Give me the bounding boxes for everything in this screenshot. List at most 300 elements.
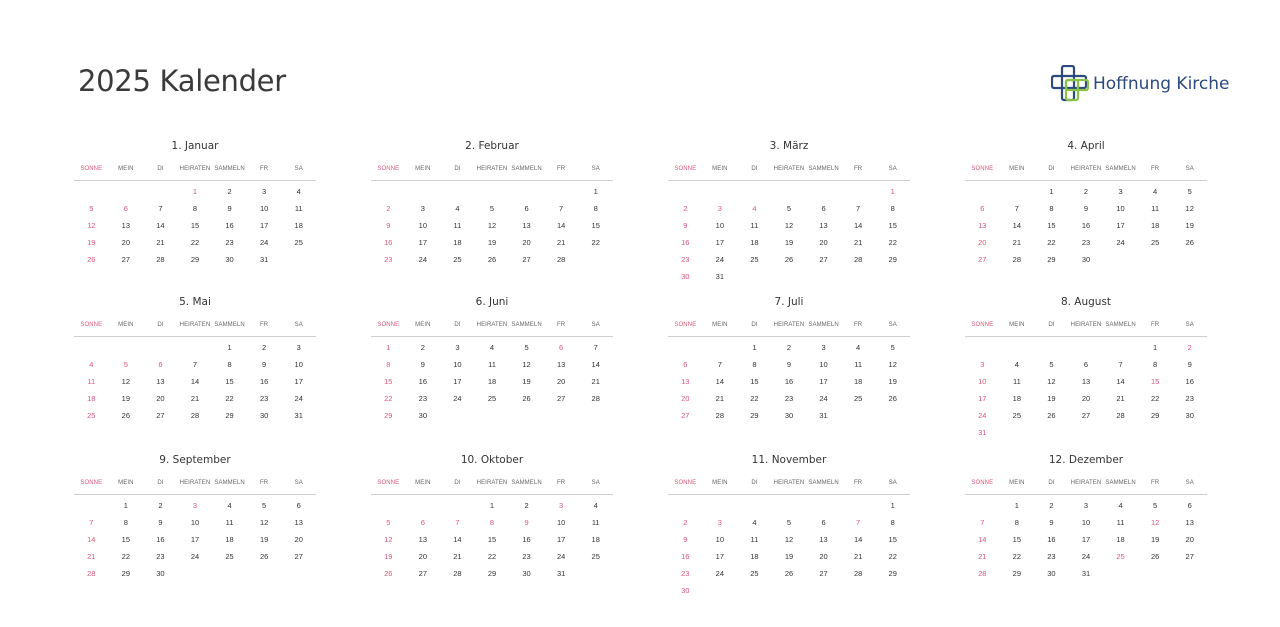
day-cell: 22 bbox=[384, 394, 393, 403]
day-cell: 16 bbox=[784, 377, 794, 386]
day-cell: 17 bbox=[190, 535, 200, 544]
day-cell: 16 bbox=[522, 535, 531, 544]
weekday-header bbox=[668, 318, 910, 337]
day-cell: 13 bbox=[294, 518, 303, 527]
day-cell: 4 bbox=[1014, 360, 1019, 369]
day-cell: 13 bbox=[819, 535, 828, 544]
weekday-header bbox=[965, 162, 1207, 181]
day-cell: 20 bbox=[819, 552, 828, 561]
day-cell: 11 bbox=[453, 221, 462, 230]
day-cell: 19 bbox=[121, 394, 131, 403]
day-cell: 15 bbox=[1012, 535, 1022, 544]
day-cell: 30 bbox=[522, 569, 531, 578]
day-cell: 14 bbox=[591, 360, 600, 369]
day-cell: 18 bbox=[294, 221, 303, 230]
day-cell: 11 bbox=[854, 360, 863, 369]
day-grid bbox=[965, 339, 1207, 441]
day-cell: 13 bbox=[681, 377, 690, 386]
day-cell: 22 bbox=[121, 552, 131, 561]
day-cell: 31 bbox=[259, 255, 269, 264]
day-cell: 17 bbox=[294, 377, 303, 386]
day-cell: 20 bbox=[681, 394, 690, 403]
weekday-label: SA bbox=[294, 480, 303, 486]
day-cell: 10 bbox=[294, 360, 303, 369]
day-cell: 9 bbox=[262, 360, 267, 369]
day-cell: 2 bbox=[683, 204, 688, 213]
day-cell: 23 bbox=[1081, 238, 1091, 247]
day-grid bbox=[965, 497, 1207, 582]
day-cell: 3 bbox=[1083, 501, 1089, 510]
day-cell: 22 bbox=[1047, 238, 1056, 247]
day-cell: 12 bbox=[121, 377, 131, 386]
month-may bbox=[74, 295, 316, 424]
month-title: 5. Mai bbox=[179, 296, 211, 308]
day-cell: 5 bbox=[489, 204, 495, 213]
weekday-label: MEIN bbox=[118, 480, 134, 486]
weekday-label: SONNE bbox=[674, 480, 697, 486]
day-cell: 9 bbox=[158, 518, 163, 527]
day-cell: 22 bbox=[225, 394, 234, 403]
day-cell: 16 bbox=[1185, 377, 1194, 386]
day-cell: 24 bbox=[978, 411, 987, 420]
weekday-label: DI bbox=[157, 480, 164, 486]
weekday-label: DI bbox=[751, 166, 758, 172]
day-cell: 5 bbox=[123, 360, 128, 369]
weekday-label: SAMMELN bbox=[511, 166, 542, 172]
day-cell: 6 bbox=[821, 204, 826, 213]
day-cell: 25 bbox=[750, 255, 759, 264]
day-cell: 8 bbox=[1014, 518, 1019, 527]
weekday-label: FR bbox=[1151, 322, 1160, 328]
day-cell: 28 bbox=[87, 569, 96, 578]
day-cell: 15 bbox=[888, 535, 897, 544]
page-title: 2025 Kalender bbox=[78, 64, 286, 98]
day-cell: 7 bbox=[856, 204, 861, 213]
weekday-label: HEIRATEN bbox=[773, 166, 805, 172]
day-cell: 11 bbox=[750, 535, 759, 544]
day-cell: 13 bbox=[121, 221, 131, 230]
weekday-label: HEIRATEN bbox=[1070, 480, 1102, 486]
weekday-label: DI bbox=[157, 166, 164, 172]
weekday-label: SA bbox=[888, 166, 897, 172]
day-cell: 6 bbox=[420, 518, 425, 527]
month-april bbox=[965, 139, 1207, 268]
day-cell: 25 bbox=[1116, 552, 1125, 561]
day-cell: 23 bbox=[522, 552, 531, 561]
day-cell: 14 bbox=[87, 535, 96, 544]
day-cell: 23 bbox=[225, 238, 234, 247]
day-cell: 14 bbox=[1116, 377, 1125, 386]
weekday-label: MEIN bbox=[415, 480, 431, 486]
day-cell: 21 bbox=[156, 238, 165, 247]
day-cell: 3 bbox=[262, 187, 267, 196]
weekday-label: FR bbox=[557, 322, 566, 328]
day-cell: 9 bbox=[227, 204, 232, 213]
day-cell: 30 bbox=[784, 411, 794, 420]
day-cell: 12 bbox=[888, 360, 897, 369]
day-cell: 6 bbox=[123, 204, 128, 213]
day-cell: 4 bbox=[455, 204, 460, 213]
weekday-label: MEIN bbox=[712, 480, 728, 486]
weekday-label: DI bbox=[751, 322, 758, 328]
day-cell: 7 bbox=[1118, 360, 1123, 369]
day-cell: 26 bbox=[1150, 552, 1160, 561]
day-cell: 21 bbox=[853, 238, 863, 247]
day-cell: 7 bbox=[559, 204, 564, 213]
day-cell: 17 bbox=[556, 535, 566, 544]
month-title: 12. Dezember bbox=[1048, 454, 1124, 466]
day-cell: 24 bbox=[819, 394, 828, 403]
day-cell: 31 bbox=[294, 411, 303, 420]
day-cell: 25 bbox=[87, 411, 96, 420]
day-cell: 27 bbox=[121, 255, 131, 264]
day-cell: 18 bbox=[225, 535, 234, 544]
day-cell: 31 bbox=[1081, 569, 1091, 578]
day-cell: 26 bbox=[784, 569, 794, 578]
weekday-label: MEIN bbox=[1009, 322, 1025, 328]
day-cell: 15 bbox=[750, 377, 759, 386]
day-cell: 6 bbox=[1187, 501, 1192, 510]
weekday-label: MEIN bbox=[1009, 166, 1025, 172]
weekday-label: FR bbox=[854, 480, 863, 486]
day-cell: 4 bbox=[296, 187, 301, 196]
weekday-header bbox=[668, 476, 910, 495]
weekday-label: MEIN bbox=[712, 166, 728, 172]
month-title: 3. März bbox=[769, 140, 809, 152]
weekday-label: FR bbox=[854, 322, 863, 328]
day-cell: 16 bbox=[259, 377, 269, 386]
day-cell: 11 bbox=[1012, 377, 1021, 386]
day-cell: 24 bbox=[1116, 238, 1125, 247]
day-cell: 8 bbox=[386, 360, 391, 369]
weekday-label: SAMMELN bbox=[214, 166, 245, 172]
church-logo bbox=[1051, 64, 1229, 104]
weekday-label: SA bbox=[591, 322, 600, 328]
day-cell: 20 bbox=[156, 394, 165, 403]
day-cell: 29 bbox=[121, 569, 131, 578]
day-cell: 29 bbox=[888, 569, 897, 578]
day-cell: 11 bbox=[488, 360, 496, 369]
day-cell: 25 bbox=[750, 569, 759, 578]
weekday-label: SAMMELN bbox=[808, 322, 839, 328]
month-august bbox=[965, 295, 1207, 441]
day-cell: 9 bbox=[1187, 360, 1192, 369]
day-cell: 22 bbox=[888, 238, 897, 247]
weekday-label: SONNE bbox=[377, 322, 400, 328]
day-cell: 4 bbox=[752, 518, 757, 527]
weekday-label: HEIRATEN bbox=[179, 166, 211, 172]
day-cell: 28 bbox=[853, 255, 863, 264]
day-cell: 23 bbox=[1047, 552, 1056, 561]
day-cell: 8 bbox=[890, 204, 895, 213]
day-cell: 17 bbox=[453, 377, 462, 386]
day-cell: 26 bbox=[487, 255, 497, 264]
day-cell: 10 bbox=[715, 221, 725, 230]
day-cell: 20 bbox=[294, 535, 303, 544]
day-cell: 4 bbox=[752, 204, 757, 213]
weekday-label: DI bbox=[454, 166, 461, 172]
day-cell: 8 bbox=[890, 518, 895, 527]
day-cell: 18 bbox=[87, 394, 96, 403]
weekday-label: SA bbox=[1185, 480, 1194, 486]
weekday-label: FR bbox=[260, 322, 269, 328]
day-cell: 9 bbox=[524, 518, 529, 527]
day-cell: 2 bbox=[227, 187, 232, 196]
day-cell: 24 bbox=[556, 552, 566, 561]
day-cell: 24 bbox=[453, 394, 462, 403]
month-december bbox=[965, 453, 1207, 582]
day-cell: 8 bbox=[593, 204, 598, 213]
day-cell: 13 bbox=[978, 221, 987, 230]
day-cell: 3 bbox=[420, 204, 425, 213]
day-cell: 10 bbox=[1116, 204, 1125, 213]
weekday-label: MEIN bbox=[712, 322, 728, 328]
day-cell: 1 bbox=[593, 187, 598, 196]
weekday-label: SA bbox=[1185, 322, 1194, 328]
weekday-label: DI bbox=[157, 322, 164, 328]
day-cell: 8 bbox=[752, 360, 757, 369]
day-cell: 2 bbox=[262, 343, 267, 352]
day-cell: 21 bbox=[853, 552, 863, 561]
day-cell: 16 bbox=[1047, 535, 1056, 544]
day-cell: 15 bbox=[888, 221, 897, 230]
day-cell: 5 bbox=[386, 518, 391, 527]
day-cell: 17 bbox=[819, 377, 828, 386]
month-july bbox=[668, 295, 910, 424]
month-title: 9. September bbox=[159, 454, 231, 466]
day-cell: 24 bbox=[190, 552, 200, 561]
logo-text: Hoffnung Kirche bbox=[1093, 74, 1230, 94]
day-cell: 8 bbox=[192, 204, 198, 213]
day-cell: 23 bbox=[784, 394, 794, 403]
weekday-label: MEIN bbox=[415, 322, 431, 328]
day-cell: 15 bbox=[384, 377, 393, 386]
day-cell: 10 bbox=[418, 221, 428, 230]
day-cell: 27 bbox=[294, 552, 303, 561]
day-cell: 7 bbox=[593, 343, 598, 352]
day-cell: 24 bbox=[715, 569, 725, 578]
weekday-label: SONNE bbox=[80, 480, 103, 486]
weekday-label: FR bbox=[1151, 480, 1160, 486]
day-cell: 29 bbox=[1150, 411, 1160, 420]
day-cell: 1 bbox=[1014, 501, 1019, 510]
day-cell: 9 bbox=[420, 360, 425, 369]
weekday-label: DI bbox=[1048, 322, 1055, 328]
day-cell: 23 bbox=[681, 255, 690, 264]
weekday-label: SAMMELN bbox=[1105, 322, 1136, 328]
weekday-label: SAMMELN bbox=[214, 322, 245, 328]
day-cell: 27 bbox=[418, 569, 428, 578]
day-cell: 1 bbox=[890, 501, 895, 510]
month-november bbox=[668, 453, 910, 599]
day-cell: 2 bbox=[786, 343, 792, 352]
day-cell: 5 bbox=[262, 501, 267, 510]
day-cell: 10 bbox=[190, 518, 200, 527]
day-cell: 9 bbox=[786, 360, 792, 369]
day-cell: 4 bbox=[1118, 501, 1123, 510]
weekday-header bbox=[668, 162, 910, 181]
day-cell: 29 bbox=[225, 411, 234, 420]
day-cell: 19 bbox=[888, 377, 897, 386]
day-cell: 25 bbox=[453, 255, 462, 264]
day-cell: 30 bbox=[1047, 569, 1056, 578]
day-cell: 14 bbox=[156, 221, 165, 230]
weekday-label: SA bbox=[888, 322, 897, 328]
day-cell: 15 bbox=[190, 221, 200, 230]
day-cell: 19 bbox=[487, 238, 497, 247]
day-cell: 23 bbox=[156, 552, 165, 561]
weekday-label: MEIN bbox=[118, 322, 134, 328]
weekday-label: SAMMELN bbox=[214, 480, 245, 486]
day-cell: 3 bbox=[455, 343, 460, 352]
day-cell: 9 bbox=[386, 221, 391, 230]
day-cell: 13 bbox=[418, 535, 428, 544]
day-cell: 29 bbox=[1012, 569, 1022, 578]
day-cell: 20 bbox=[556, 377, 566, 386]
day-cell: 30 bbox=[681, 272, 690, 281]
day-cell: 15 bbox=[1150, 377, 1160, 386]
day-cell: 15 bbox=[225, 377, 234, 386]
cross-logo-icon bbox=[1051, 65, 1089, 103]
day-cell: 19 bbox=[384, 552, 393, 561]
day-cell: 6 bbox=[980, 204, 985, 213]
day-cell: 10 bbox=[556, 518, 566, 527]
day-cell: 6 bbox=[559, 343, 564, 352]
weekday-label: FR bbox=[260, 480, 269, 486]
day-cell: 15 bbox=[487, 535, 497, 544]
day-cell: 3 bbox=[717, 518, 722, 527]
day-cell: 10 bbox=[1081, 518, 1091, 527]
weekday-label: MEIN bbox=[415, 166, 431, 172]
day-cell: 1 bbox=[1049, 187, 1054, 196]
month-september bbox=[74, 453, 316, 582]
day-cell: 19 bbox=[784, 238, 794, 247]
month-title: 10. Oktober bbox=[460, 454, 524, 466]
day-cell: 3 bbox=[1118, 187, 1123, 196]
day-cell: 18 bbox=[853, 377, 863, 386]
month-title: 2. Februar bbox=[465, 140, 519, 152]
day-cell: 4 bbox=[593, 501, 598, 510]
day-cell: 4 bbox=[89, 360, 94, 369]
weekday-label: HEIRATEN bbox=[1070, 166, 1102, 172]
weekday-label: SAMMELN bbox=[1105, 166, 1136, 172]
day-cell: 1 bbox=[386, 343, 391, 352]
day-cell: 23 bbox=[384, 255, 393, 264]
day-cell: 30 bbox=[1081, 255, 1091, 264]
day-cell: 21 bbox=[1116, 394, 1125, 403]
weekday-header bbox=[74, 162, 316, 181]
day-cell: 25 bbox=[1012, 411, 1022, 420]
day-cell: 27 bbox=[156, 411, 165, 420]
day-cell: 10 bbox=[259, 204, 269, 213]
day-grid bbox=[965, 183, 1207, 268]
day-cell: 26 bbox=[1185, 238, 1194, 247]
weekday-label: HEIRATEN bbox=[476, 166, 508, 172]
day-cell: 11 bbox=[294, 204, 303, 213]
weekday-label: HEIRATEN bbox=[476, 322, 508, 328]
day-cell: 30 bbox=[259, 411, 269, 420]
day-cell: 29 bbox=[384, 411, 393, 420]
day-cell: 2 bbox=[420, 343, 425, 352]
day-cell: 8 bbox=[489, 518, 495, 527]
month-title: 7. Juli bbox=[774, 296, 804, 308]
day-cell: 24 bbox=[1081, 552, 1091, 561]
day-cell: 21 bbox=[591, 377, 600, 386]
day-cell: 8 bbox=[227, 360, 232, 369]
day-cell: 22 bbox=[190, 238, 200, 247]
day-cell: 19 bbox=[1185, 221, 1194, 230]
day-cell: 13 bbox=[819, 221, 828, 230]
weekday-label: SA bbox=[294, 166, 303, 172]
day-cell: 19 bbox=[784, 552, 794, 561]
weekday-header bbox=[965, 476, 1207, 495]
day-cell: 2 bbox=[1083, 187, 1089, 196]
day-cell: 14 bbox=[715, 377, 725, 386]
day-cell: 6 bbox=[158, 360, 163, 369]
day-grid bbox=[74, 339, 316, 424]
day-cell: 7 bbox=[158, 204, 163, 213]
day-cell: 26 bbox=[888, 394, 897, 403]
weekday-label: SAMMELN bbox=[808, 166, 839, 172]
weekday-label: FR bbox=[1151, 166, 1160, 172]
day-cell: 20 bbox=[418, 552, 428, 561]
day-cell: 7 bbox=[980, 518, 985, 527]
day-cell: 13 bbox=[522, 221, 531, 230]
day-cell: 20 bbox=[121, 238, 131, 247]
day-cell: 21 bbox=[87, 552, 96, 561]
weekday-label: SA bbox=[591, 480, 600, 486]
day-cell: 6 bbox=[683, 360, 688, 369]
day-cell: 16 bbox=[156, 535, 165, 544]
weekday-header bbox=[371, 318, 613, 337]
weekday-header bbox=[74, 318, 316, 337]
month-october bbox=[371, 453, 613, 582]
day-cell: 15 bbox=[1047, 221, 1056, 230]
weekday-label: SONNE bbox=[80, 166, 103, 172]
day-cell: 3 bbox=[192, 501, 198, 510]
day-cell: 5 bbox=[786, 204, 792, 213]
day-cell: 21 bbox=[190, 394, 200, 403]
day-cell: 23 bbox=[259, 394, 269, 403]
day-cell: 11 bbox=[225, 518, 234, 527]
day-cell: 3 bbox=[821, 343, 826, 352]
day-cell: 11 bbox=[750, 221, 759, 230]
day-cell: 30 bbox=[156, 569, 165, 578]
day-cell: 28 bbox=[978, 569, 987, 578]
day-cell: 20 bbox=[819, 238, 828, 247]
day-cell: 11 bbox=[1151, 204, 1160, 213]
weekday-label: SONNE bbox=[971, 480, 994, 486]
day-cell: 21 bbox=[978, 552, 987, 561]
day-cell: 12 bbox=[259, 518, 269, 527]
day-cell: 29 bbox=[888, 255, 897, 264]
day-cell: 2 bbox=[1049, 501, 1054, 510]
month-january bbox=[74, 139, 316, 268]
weekday-label: SAMMELN bbox=[1105, 480, 1136, 486]
day-grid bbox=[371, 183, 613, 268]
day-cell: 14 bbox=[556, 221, 566, 230]
day-cell: 27 bbox=[1185, 552, 1194, 561]
day-cell: 16 bbox=[681, 552, 690, 561]
weekday-label: FR bbox=[854, 166, 863, 172]
day-cell: 5 bbox=[890, 343, 895, 352]
weekday-label: SA bbox=[888, 480, 897, 486]
weekday-label: SONNE bbox=[674, 166, 697, 172]
weekday-label: FR bbox=[557, 166, 566, 172]
day-cell: 8 bbox=[1049, 204, 1054, 213]
day-cell: 12 bbox=[1185, 204, 1194, 213]
day-cell: 2 bbox=[386, 204, 391, 213]
